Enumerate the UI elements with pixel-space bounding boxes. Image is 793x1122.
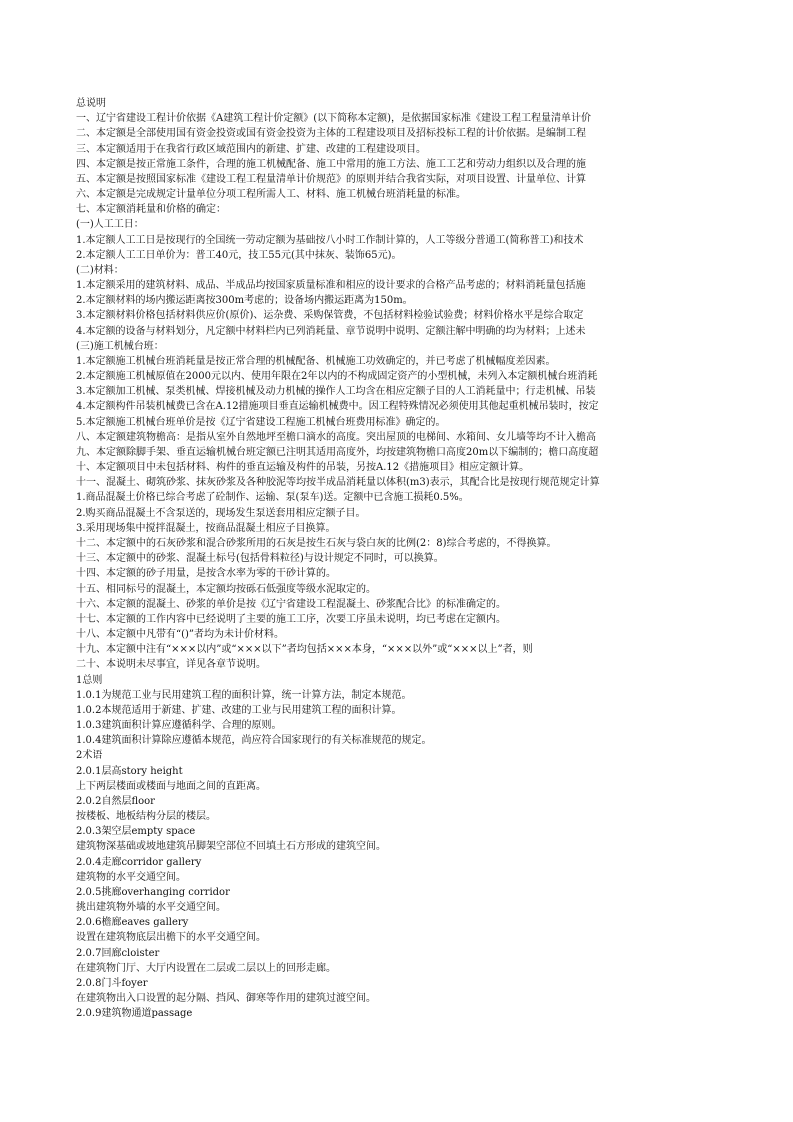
text-line: 3.本定额加工机械、泵类机械、焊接机械及动力机械的操作人工均含在相应定额子目的人工消耗量中；行走机械、吊装: [76, 386, 596, 398]
text-line: 2.0.8门斗foyer: [76, 977, 148, 989]
text-line: 2术语: [76, 750, 103, 762]
text-line: 设置在建筑物底层出檐下的水平交通空间。: [76, 932, 266, 944]
text-line: 建筑物的水平交通空间。: [76, 871, 186, 883]
text-line: 3.本定额材料价格包括材料供应价(原价)、运杂费、采购保管费，不包括材料检验试验费；材料价格水平是综合取定: [76, 310, 584, 322]
text-line: 1.商品混凝土价格已综合考虑了砼制作、运输、泵(泵车)送。定额中已含施工损耗0.5%。: [76, 492, 469, 504]
text-line: 2.0.6檐廊eaves gallery: [76, 917, 189, 929]
text-line: 2.本定额施工机械原值在2000元以内、使用年限在2年以内的不构成固定资产的小型机械，未列入本定额机械台班消耗: [76, 371, 598, 383]
text-line: 2.0.5挑廊overhanging corridor: [76, 886, 230, 898]
text-line: 1.本定额施工机械台班消耗量是按正常合理的机械配备、机械施工功效确定的，并已考虑了机械幅度差因素。: [76, 355, 556, 367]
text-line: 十一、混凝土、砌筑砂浆、抹灰砂浆及各种胶泥等均按半成品消耗量以体积(m3)表示，其配合比是按现行规范规定计算: [76, 477, 600, 489]
text-line: 2.0.3架空层empty space: [76, 826, 196, 838]
text-line: 挑出建筑物外墙的水平交通空间。: [76, 902, 226, 914]
text-line: 2.购买商品混凝土不含泵送的，现场发生泵送套用相应定额子目。: [76, 507, 366, 519]
text-line: 4.本定额构件吊装机械费已含在A.12措施项目垂直运输机械费中。因工程特殊情况必须使用其他起重机械吊装时，按定: [76, 401, 599, 413]
text-line: 二十、本说明未尽事宜，详见各章节说明。: [76, 659, 266, 671]
text-line: 2.0.9建筑物通道passage: [76, 1008, 193, 1020]
text-line: 十五、相同标号的混凝土，本定额均按砾石低强度等级水泥取定的。: [76, 583, 376, 595]
text-line: 建筑物深基础或坡地建筑吊脚架空部位不回填土石方形成的建筑空间。: [76, 841, 386, 853]
text-line: 十、本定额项目中未包括材料、构件的垂直运输及构件的吊装，另按A.12《措施项目》相应定额计算。: [76, 462, 530, 474]
text-line: 1.0.2本规范适用于新建、扩建、改建的工业与民用建筑工程的面积计算。: [76, 704, 402, 716]
text-line: 十八、本定额中凡带有“()”者均为未计价材料。: [76, 629, 285, 641]
text-line: 十七、本定额的工作内容中已经说明了主要的施工工序，次要工序虽未说明，均已考虑在定额内。: [76, 613, 506, 625]
text-line: 十六、本定额的混凝土、砂浆的单价是按《辽宁省建设工程混凝土、砂浆配合比》的标准确定的。: [76, 598, 506, 610]
text-line: 十四、本定额的砂子用量，是按含水率为零的干砂计算的。: [76, 568, 336, 580]
text-line: 1.本定额人工工日是按现行的全国统一劳动定额为基础按八小时工作制计算的，人工等级分普通工(简称普工)和技术: [76, 234, 584, 246]
text-line: 十三、本定额中的砂浆、混凝土标号(包括骨料粒径)与设计规定不同时，可以换算。: [76, 553, 444, 565]
text-line: 五、本定额是按照国家标准《建设工程工程量清单计价规范》的原则并结合我省实际，对项目设置、计量单位、计算: [76, 173, 586, 185]
text-line: 2.0.2自然层floor: [76, 795, 155, 807]
text-line: 十九、本定额中注有“×××以内”或“×××以下”者均包括×××本身，“×××以外”或“×××以上”者，则: [76, 644, 533, 656]
text-line: 在建筑物门厅、大厅内设置在二层或二层以上的回形走廊。: [76, 962, 336, 974]
text-line: 1.本定额采用的建筑材料、成品、半成品均按国家质量标准和相应的设计要求的合格产品考虑的；材料消耗量包括施: [76, 280, 586, 292]
text-line: 1.0.3建筑面积计算应遵循科学、合理的原则。: [76, 720, 282, 732]
document-title: 总说明: [76, 98, 106, 109]
text-line: 七、本定额消耗量和价格的确定：: [76, 204, 226, 216]
text-line: 在建筑物出入口设置的起分隔、挡风、御寒等作用的建筑过渡空间。: [76, 993, 376, 1005]
text-line: 3.采用现场集中搅拌混凝土，按商品混凝土相应子目换算。: [76, 522, 336, 534]
text-line: 2.0.7回廊cloister: [76, 947, 160, 959]
text-line: 1.0.4建筑面积计算除应遵循本规范，尚应符合国家现行的有关标准规范的规定。: [76, 735, 432, 747]
text-line: (二)材料：: [76, 264, 124, 276]
text-line: 十二、本定额中的石灰砂浆和混合砂浆所用的石灰是按生石灰与袋白灰的比例(2：8)综合考虑的，不得换算。: [76, 537, 557, 549]
text-line: 5.本定额施工机械台班单价是按《辽宁省建设工程施工机械台班费用标准》确定的。: [76, 416, 446, 428]
text-line: 三、本定额适用于在我省行政区域范围内的新建、扩建、改建的工程建设项目。: [76, 143, 426, 155]
text-line: (三)施工机械台班：: [76, 340, 164, 352]
document-body: [76, 96, 685, 1021]
text-line: 2.0.1层高story height: [76, 765, 183, 777]
text-line: 八、本定额建筑物檐高：是指从室外自然地坪至檐口滴水的高度。突出屋顶的电梯间、水箱间、女儿墙等均不计入檐高: [76, 431, 596, 443]
text-line: 2.本定额材料的场内搬运距离按300m考虑的；设备场内搬运距离为150m。: [76, 295, 413, 307]
text-line: 2.0.4走廊corridor gallery: [76, 856, 202, 868]
text-line: 一、辽宁省建设工程计价依据《A建筑工程计价定额》(以下简称本定额)，是依据国家标准《建设工程工程量清单计价: [76, 113, 592, 125]
text-line: (一)人工工日：: [76, 219, 144, 231]
text-line: 1总则: [76, 674, 103, 686]
text-line: 九、本定额除脚手架、垂直运输机械台班定额已注明其适用高度外，均按建筑物檐口高度20m以下编制的；檐口高度超: [76, 446, 599, 458]
text-line: 四、本定额是按正常施工条件，合理的施工机械配备、施工中常用的施工方法、施工工艺和劳动力组织以及合理的施: [76, 158, 586, 170]
text-line: 1.0.1为规范工业与民用建筑工程的面积计算，统一计算方法，制定本规范。: [76, 689, 412, 701]
text-line: 4.本定额的设备与材料划分，凡定额中材料栏内已列消耗量、章节说明中说明、定额注解中明确的均为材料；上述未: [76, 325, 586, 337]
text-line: 六、本定额是完成规定计量单位分项工程所需人工、材料、施工机械台班消耗量的标准。: [76, 189, 466, 201]
text-line: 上下两层楼面或楼面与地面之间的直距离。: [76, 780, 266, 792]
text-line: 2.本定额人工工日单价为：普工40元，技工55元(其中抹灰、装饰65元)。: [76, 249, 402, 261]
text-line: 按楼板、地板结构分层的楼层。: [76, 811, 216, 823]
text-line: 二、本定额是全部使用国有资金投资或国有资金投资为主体的工程建设项目及招标投标工程的计价依据。是编制工程: [76, 128, 586, 140]
